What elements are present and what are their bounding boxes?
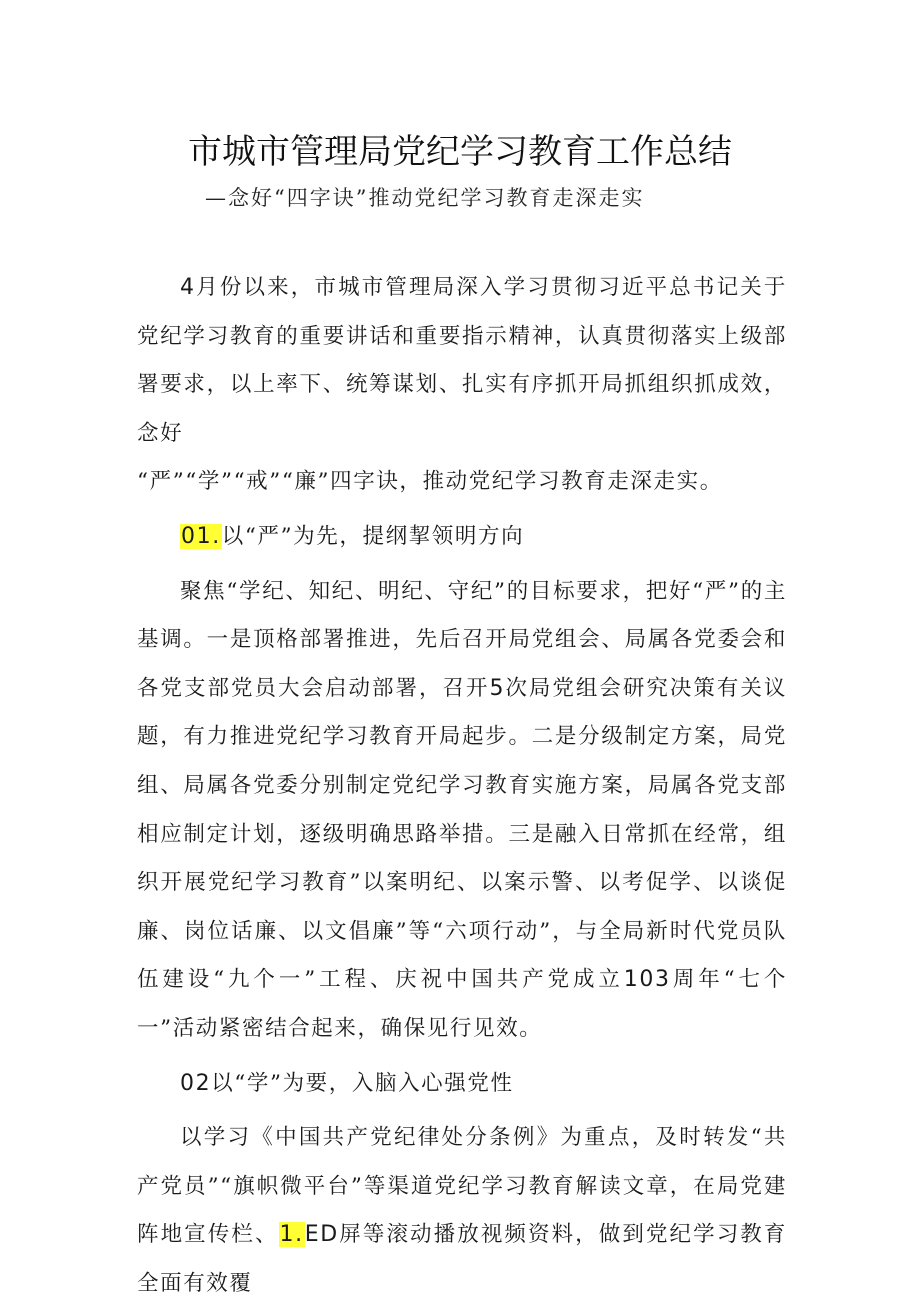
document-title: 市城市管理局党纪学习教育工作总结	[188, 132, 732, 172]
section-2-heading	[137, 1060, 787, 1109]
section-2-number: 02	[180, 1070, 212, 1096]
intro-text-line2: “严”“学”“戒”“廉”四字诀，推动党纪学习教育走深走实。	[137, 469, 723, 495]
section-2-text-2: 屏等滚动播放视频资料，做到党纪学习教育全面有效覆	[137, 1222, 787, 1296]
section-1-heading	[137, 513, 787, 562]
intro-text: 月份以来，市城市管理局深入学习贯彻习近平总书记关于党纪学习教育的重要讲话和重要指示精神，认真贯彻落实上级部署要求，以上率下、统筹谋划、扎实有序抓开局抓组织抓成效，念好	[137, 275, 787, 446]
section-2-title: 以“学”为要，入脑入心强党性	[211, 1070, 514, 1096]
section-1-meeting-count: 5	[489, 675, 506, 701]
document-body	[137, 264, 787, 1308]
section-2-led: ED	[304, 1222, 339, 1248]
document-subtitle: —念好“四字诀”推动党纪学习教育走深走实	[205, 186, 645, 210]
section-1-text: 聚焦“学纪、知纪、明纪、守纪”的目标要求，把好“严”的主基调。一是顶格部署推进，先后召开局党组会、局属各党委会和各党支部党员大会启动部署，召开	[137, 578, 787, 701]
section-2-highlight: 1.	[279, 1222, 304, 1248]
intro-paragraph	[137, 264, 787, 507]
section-1-text-3: 周年“七个一”活动紧密结合起来，确保见行见效。	[137, 967, 787, 1041]
section-2-text: 以学习《中国共产党纪律处分条例》为重点，及时转发“共产党员”“旗帜微平台”等渠道党纪学习教育解读文章，在局党建阵地宣传栏、	[137, 1125, 787, 1248]
section-1-number: 01.	[181, 523, 221, 549]
section-1-text-2: 次局党组会研究决策有关议题，有力推进党纪学习教育开局起步。二是分级制定方案，局党组、局属各党委分别制定党纪学习教育实施方案，局属各党支部相应制定计划，逐级明确思路举措。三是融入日常抓在经常，组织开展党纪学习教育”以案明纪、以案示警、以考促学、以谈促廉、岗位话廉、以文倡廉”等“六项行动”，与全局新时代党员队伍建设“九个一”工程、庆祝中国共产党成立	[137, 675, 787, 993]
intro-month-number: 4	[180, 275, 196, 300]
section-1-title: 以“严”为先，提纲挈领明方向	[221, 523, 525, 549]
section-2-paragraph	[137, 1114, 787, 1308]
section-1-paragraph	[137, 568, 787, 1054]
section-1-anniversary-number: 103	[623, 967, 671, 993]
